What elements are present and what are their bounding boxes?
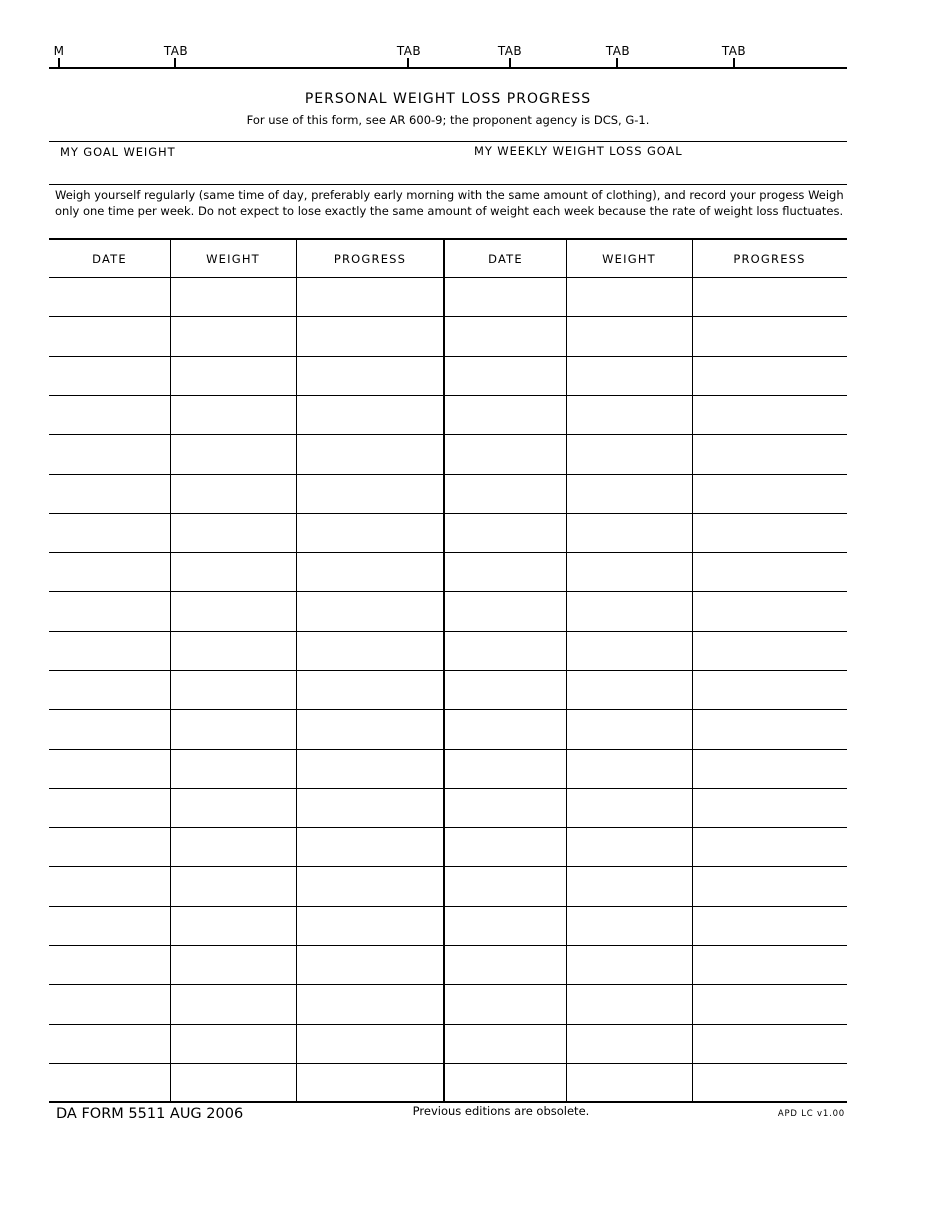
table-cell-progress-2[interactable] bbox=[695, 516, 844, 549]
table-cell-date-2[interactable] bbox=[448, 1066, 563, 1099]
table-cell-progress[interactable] bbox=[299, 948, 442, 981]
table-cell-date[interactable] bbox=[52, 987, 167, 1020]
row-divider bbox=[49, 749, 847, 750]
table-cell-progress-2[interactable] bbox=[695, 437, 844, 470]
table-cell-date[interactable] bbox=[52, 437, 167, 470]
tab-marker-4: TAB bbox=[605, 44, 631, 58]
table-cell-progress-2[interactable] bbox=[695, 712, 844, 745]
table-cell-progress[interactable] bbox=[299, 791, 442, 824]
table-cell-date-2[interactable] bbox=[448, 1027, 563, 1060]
table-cell-weight[interactable] bbox=[173, 634, 293, 667]
table-cell-progress-2[interactable] bbox=[695, 594, 844, 627]
table-cell-weight-2[interactable] bbox=[569, 909, 689, 942]
divider bbox=[49, 184, 847, 185]
table-cell-weight[interactable] bbox=[173, 712, 293, 745]
table-cell-weight-2[interactable] bbox=[569, 870, 689, 903]
table-cell-date-2[interactable] bbox=[448, 673, 563, 706]
row-divider bbox=[49, 827, 847, 828]
row-divider bbox=[49, 1063, 847, 1064]
table-cell-progress[interactable] bbox=[299, 1066, 442, 1099]
table-cell-progress[interactable] bbox=[299, 280, 442, 313]
table-cell-weight[interactable] bbox=[173, 555, 293, 588]
table-cell-date-2[interactable] bbox=[448, 791, 563, 824]
row-divider bbox=[49, 513, 847, 514]
table-cell-weight[interactable] bbox=[173, 673, 293, 706]
table-cell-weight-2[interactable] bbox=[569, 948, 689, 981]
table-cell-weight[interactable] bbox=[173, 830, 293, 863]
table-bottom-border bbox=[49, 1101, 847, 1103]
table-cell-progress[interactable] bbox=[299, 909, 442, 942]
table-cell-progress[interactable] bbox=[299, 359, 442, 392]
table-cell-weight[interactable] bbox=[173, 1027, 293, 1060]
instructions-text: Weigh yourself regularly (same time of day, preferably early morning with the same amount of clothing), and record your progess Weigh only one time per week. Do not expect to lose exactly the same amount of weight each week because the rate of weight loss fluctuates. bbox=[55, 188, 844, 218]
tab-marker-margin: M bbox=[53, 44, 65, 58]
table-cell-date[interactable] bbox=[52, 673, 167, 706]
table-cell-date[interactable] bbox=[52, 870, 167, 903]
table-cell-weight[interactable] bbox=[173, 477, 293, 510]
table-cell-date-2[interactable] bbox=[448, 634, 563, 667]
table-cell-progress[interactable] bbox=[299, 634, 442, 667]
table-cell-weight[interactable] bbox=[173, 398, 293, 431]
table-cell-date[interactable] bbox=[52, 1027, 167, 1060]
column-header-weight-2: WEIGHT bbox=[602, 252, 656, 266]
table-cell-progress[interactable] bbox=[299, 477, 442, 510]
table-cell-date[interactable] bbox=[52, 516, 167, 549]
table-cell-weight-2[interactable] bbox=[569, 987, 689, 1020]
column-header-progress: PROGRESS bbox=[333, 252, 407, 266]
table-cell-weight-2[interactable] bbox=[569, 319, 689, 352]
table-cell-date[interactable] bbox=[52, 712, 167, 745]
row-divider bbox=[49, 552, 847, 553]
table-cell-date[interactable] bbox=[52, 634, 167, 667]
table-cell-progress[interactable] bbox=[299, 516, 442, 549]
table-cell-date[interactable] bbox=[52, 280, 167, 313]
table-cell-progress-2[interactable] bbox=[695, 1027, 844, 1060]
table-cell-weight-2[interactable] bbox=[569, 752, 689, 785]
table-cell-weight[interactable] bbox=[173, 948, 293, 981]
table-cell-date-2[interactable] bbox=[448, 280, 563, 313]
table-cell-progress[interactable] bbox=[299, 673, 442, 706]
table-cell-weight[interactable] bbox=[173, 791, 293, 824]
table-cell-progress-2[interactable] bbox=[695, 1066, 844, 1099]
row-divider bbox=[49, 631, 847, 632]
table-cell-progress-2[interactable] bbox=[695, 830, 844, 863]
table-cell-date-2[interactable] bbox=[448, 437, 563, 470]
table-cell-date[interactable] bbox=[52, 791, 167, 824]
table-cell-progress[interactable] bbox=[299, 437, 442, 470]
tab-marker-1: TAB bbox=[163, 44, 189, 58]
weekly-goal-field[interactable] bbox=[470, 162, 840, 182]
table-cell-weight-2[interactable] bbox=[569, 477, 689, 510]
table-cell-progress-2[interactable] bbox=[695, 948, 844, 981]
row-divider bbox=[49, 591, 847, 592]
row-divider bbox=[49, 395, 847, 396]
form-number: DA FORM 5511 AUG 2006 bbox=[56, 1106, 244, 1122]
table-cell-date[interactable] bbox=[52, 909, 167, 942]
column-header-progress-2: PROGRESS bbox=[733, 252, 806, 266]
table-cell-progress-2[interactable] bbox=[695, 634, 844, 667]
table-cell-progress-2[interactable] bbox=[695, 987, 844, 1020]
table-cell-date-2[interactable] bbox=[448, 909, 563, 942]
tab-ruler-line bbox=[49, 67, 847, 69]
table-cell-weight[interactable] bbox=[173, 516, 293, 549]
table-cell-progress[interactable] bbox=[299, 555, 442, 588]
table-cell-progress[interactable] bbox=[299, 319, 442, 352]
column-header-date: DATE bbox=[92, 252, 127, 266]
table-cell-date[interactable] bbox=[52, 477, 167, 510]
table-cell-progress-2[interactable] bbox=[695, 752, 844, 785]
row-divider bbox=[49, 945, 847, 946]
row-divider bbox=[49, 356, 847, 357]
obsolete-editions-note: Previous editions are obsolete. bbox=[412, 1104, 590, 1118]
table-cell-date-2[interactable] bbox=[448, 359, 563, 392]
goal-weight-field[interactable] bbox=[55, 162, 455, 182]
table-cell-weight[interactable] bbox=[173, 437, 293, 470]
row-divider bbox=[49, 906, 847, 907]
table-cell-weight-2[interactable] bbox=[569, 673, 689, 706]
table-cell-date-2[interactable] bbox=[448, 752, 563, 785]
table-cell-date-2[interactable] bbox=[448, 870, 563, 903]
table-cell-date-2[interactable] bbox=[448, 398, 563, 431]
table-cell-weight-2[interactable] bbox=[569, 791, 689, 824]
tab-marker-2: TAB bbox=[396, 44, 422, 58]
table-cell-progress-2[interactable] bbox=[695, 673, 844, 706]
table-cell-weight[interactable] bbox=[173, 1066, 293, 1099]
table-cell-date-2[interactable] bbox=[448, 948, 563, 981]
table-cell-weight[interactable] bbox=[173, 987, 293, 1020]
table-cell-weight[interactable] bbox=[173, 280, 293, 313]
table-cell-progress-2[interactable] bbox=[695, 791, 844, 824]
table-cell-progress[interactable] bbox=[299, 987, 442, 1020]
tab-marker-3: TAB bbox=[497, 44, 523, 58]
form-title: PERSONAL WEIGHT LOSS PROGRESS bbox=[304, 91, 592, 107]
table-cell-progress-2[interactable] bbox=[695, 555, 844, 588]
row-divider bbox=[49, 1024, 847, 1025]
table-cell-progress-2[interactable] bbox=[695, 477, 844, 510]
row-divider bbox=[49, 866, 847, 867]
table-cell-progress[interactable] bbox=[299, 712, 442, 745]
table-cell-weight-2[interactable] bbox=[569, 1066, 689, 1099]
row-divider bbox=[49, 434, 847, 435]
table-cell-weight[interactable] bbox=[173, 909, 293, 942]
table-cell-weight-2[interactable] bbox=[569, 398, 689, 431]
table-cell-date[interactable] bbox=[52, 948, 167, 981]
table-cell-weight-2[interactable] bbox=[569, 1027, 689, 1060]
table-cell-progress-2[interactable] bbox=[695, 280, 844, 313]
table-cell-date[interactable] bbox=[52, 319, 167, 352]
table-cell-date[interactable] bbox=[52, 752, 167, 785]
table-cell-weight-2[interactable] bbox=[569, 437, 689, 470]
table-cell-progress[interactable] bbox=[299, 398, 442, 431]
table-cell-weight-2[interactable] bbox=[569, 516, 689, 549]
table-cell-progress[interactable] bbox=[299, 1027, 442, 1060]
table-cell-date[interactable] bbox=[52, 555, 167, 588]
table-cell-date[interactable] bbox=[52, 830, 167, 863]
table-cell-progress-2[interactable] bbox=[695, 870, 844, 903]
table-cell-progress-2[interactable] bbox=[695, 359, 844, 392]
tab-marker-5: TAB bbox=[721, 44, 747, 58]
table-cell-progress[interactable] bbox=[299, 830, 442, 863]
column-header-date-2: DATE bbox=[488, 252, 523, 266]
divider bbox=[49, 141, 847, 142]
weekly-goal-label: MY WEEKLY WEIGHT LOSS GOAL bbox=[474, 144, 683, 158]
table-cell-date-2[interactable] bbox=[448, 830, 563, 863]
table-cell-weight-2[interactable] bbox=[569, 712, 689, 745]
table-cell-weight-2[interactable] bbox=[569, 359, 689, 392]
header-row-divider bbox=[49, 277, 847, 278]
goal-weight-label: MY GOAL WEIGHT bbox=[60, 145, 176, 159]
table-cell-weight-2[interactable] bbox=[569, 594, 689, 627]
table-cell-weight[interactable] bbox=[173, 752, 293, 785]
table-cell-date-2[interactable] bbox=[448, 319, 563, 352]
table-cell-date[interactable] bbox=[52, 1066, 167, 1099]
table-cell-date-2[interactable] bbox=[448, 987, 563, 1020]
table-cell-progress-2[interactable] bbox=[695, 398, 844, 431]
row-divider bbox=[49, 709, 847, 710]
column-header-weight: WEIGHT bbox=[206, 252, 260, 266]
row-divider bbox=[49, 316, 847, 317]
table-cell-progress-2[interactable] bbox=[695, 319, 844, 352]
progress-table bbox=[49, 238, 847, 1103]
table-cell-weight-2[interactable] bbox=[569, 555, 689, 588]
row-divider bbox=[49, 984, 847, 985]
table-cell-date-2[interactable] bbox=[448, 516, 563, 549]
table-cell-weight[interactable] bbox=[173, 359, 293, 392]
row-divider bbox=[49, 788, 847, 789]
row-divider bbox=[49, 670, 847, 671]
table-cell-date[interactable] bbox=[52, 359, 167, 392]
table-cell-weight-2[interactable] bbox=[569, 634, 689, 667]
form-subtitle: For use of this form, see AR 600-9; the proponent agency is DCS, G-1. bbox=[246, 113, 650, 127]
row-divider bbox=[49, 474, 847, 475]
table-cell-date-2[interactable] bbox=[448, 477, 563, 510]
table-cell-date-2[interactable] bbox=[448, 594, 563, 627]
table-cell-progress-2[interactable] bbox=[695, 909, 844, 942]
table-cell-date-2[interactable] bbox=[448, 555, 563, 588]
table-cell-date-2[interactable] bbox=[448, 712, 563, 745]
table-cell-date[interactable] bbox=[52, 594, 167, 627]
table-cell-weight[interactable] bbox=[173, 870, 293, 903]
table-cell-weight-2[interactable] bbox=[569, 280, 689, 313]
table-cell-progress[interactable] bbox=[299, 752, 442, 785]
table-cell-weight-2[interactable] bbox=[569, 830, 689, 863]
table-cell-weight[interactable] bbox=[173, 319, 293, 352]
version-label: APD LC v1.00 bbox=[777, 1109, 845, 1119]
table-cell-progress[interactable] bbox=[299, 594, 442, 627]
table-cell-date[interactable] bbox=[52, 398, 167, 431]
table-cell-progress[interactable] bbox=[299, 870, 442, 903]
table-cell-weight[interactable] bbox=[173, 594, 293, 627]
